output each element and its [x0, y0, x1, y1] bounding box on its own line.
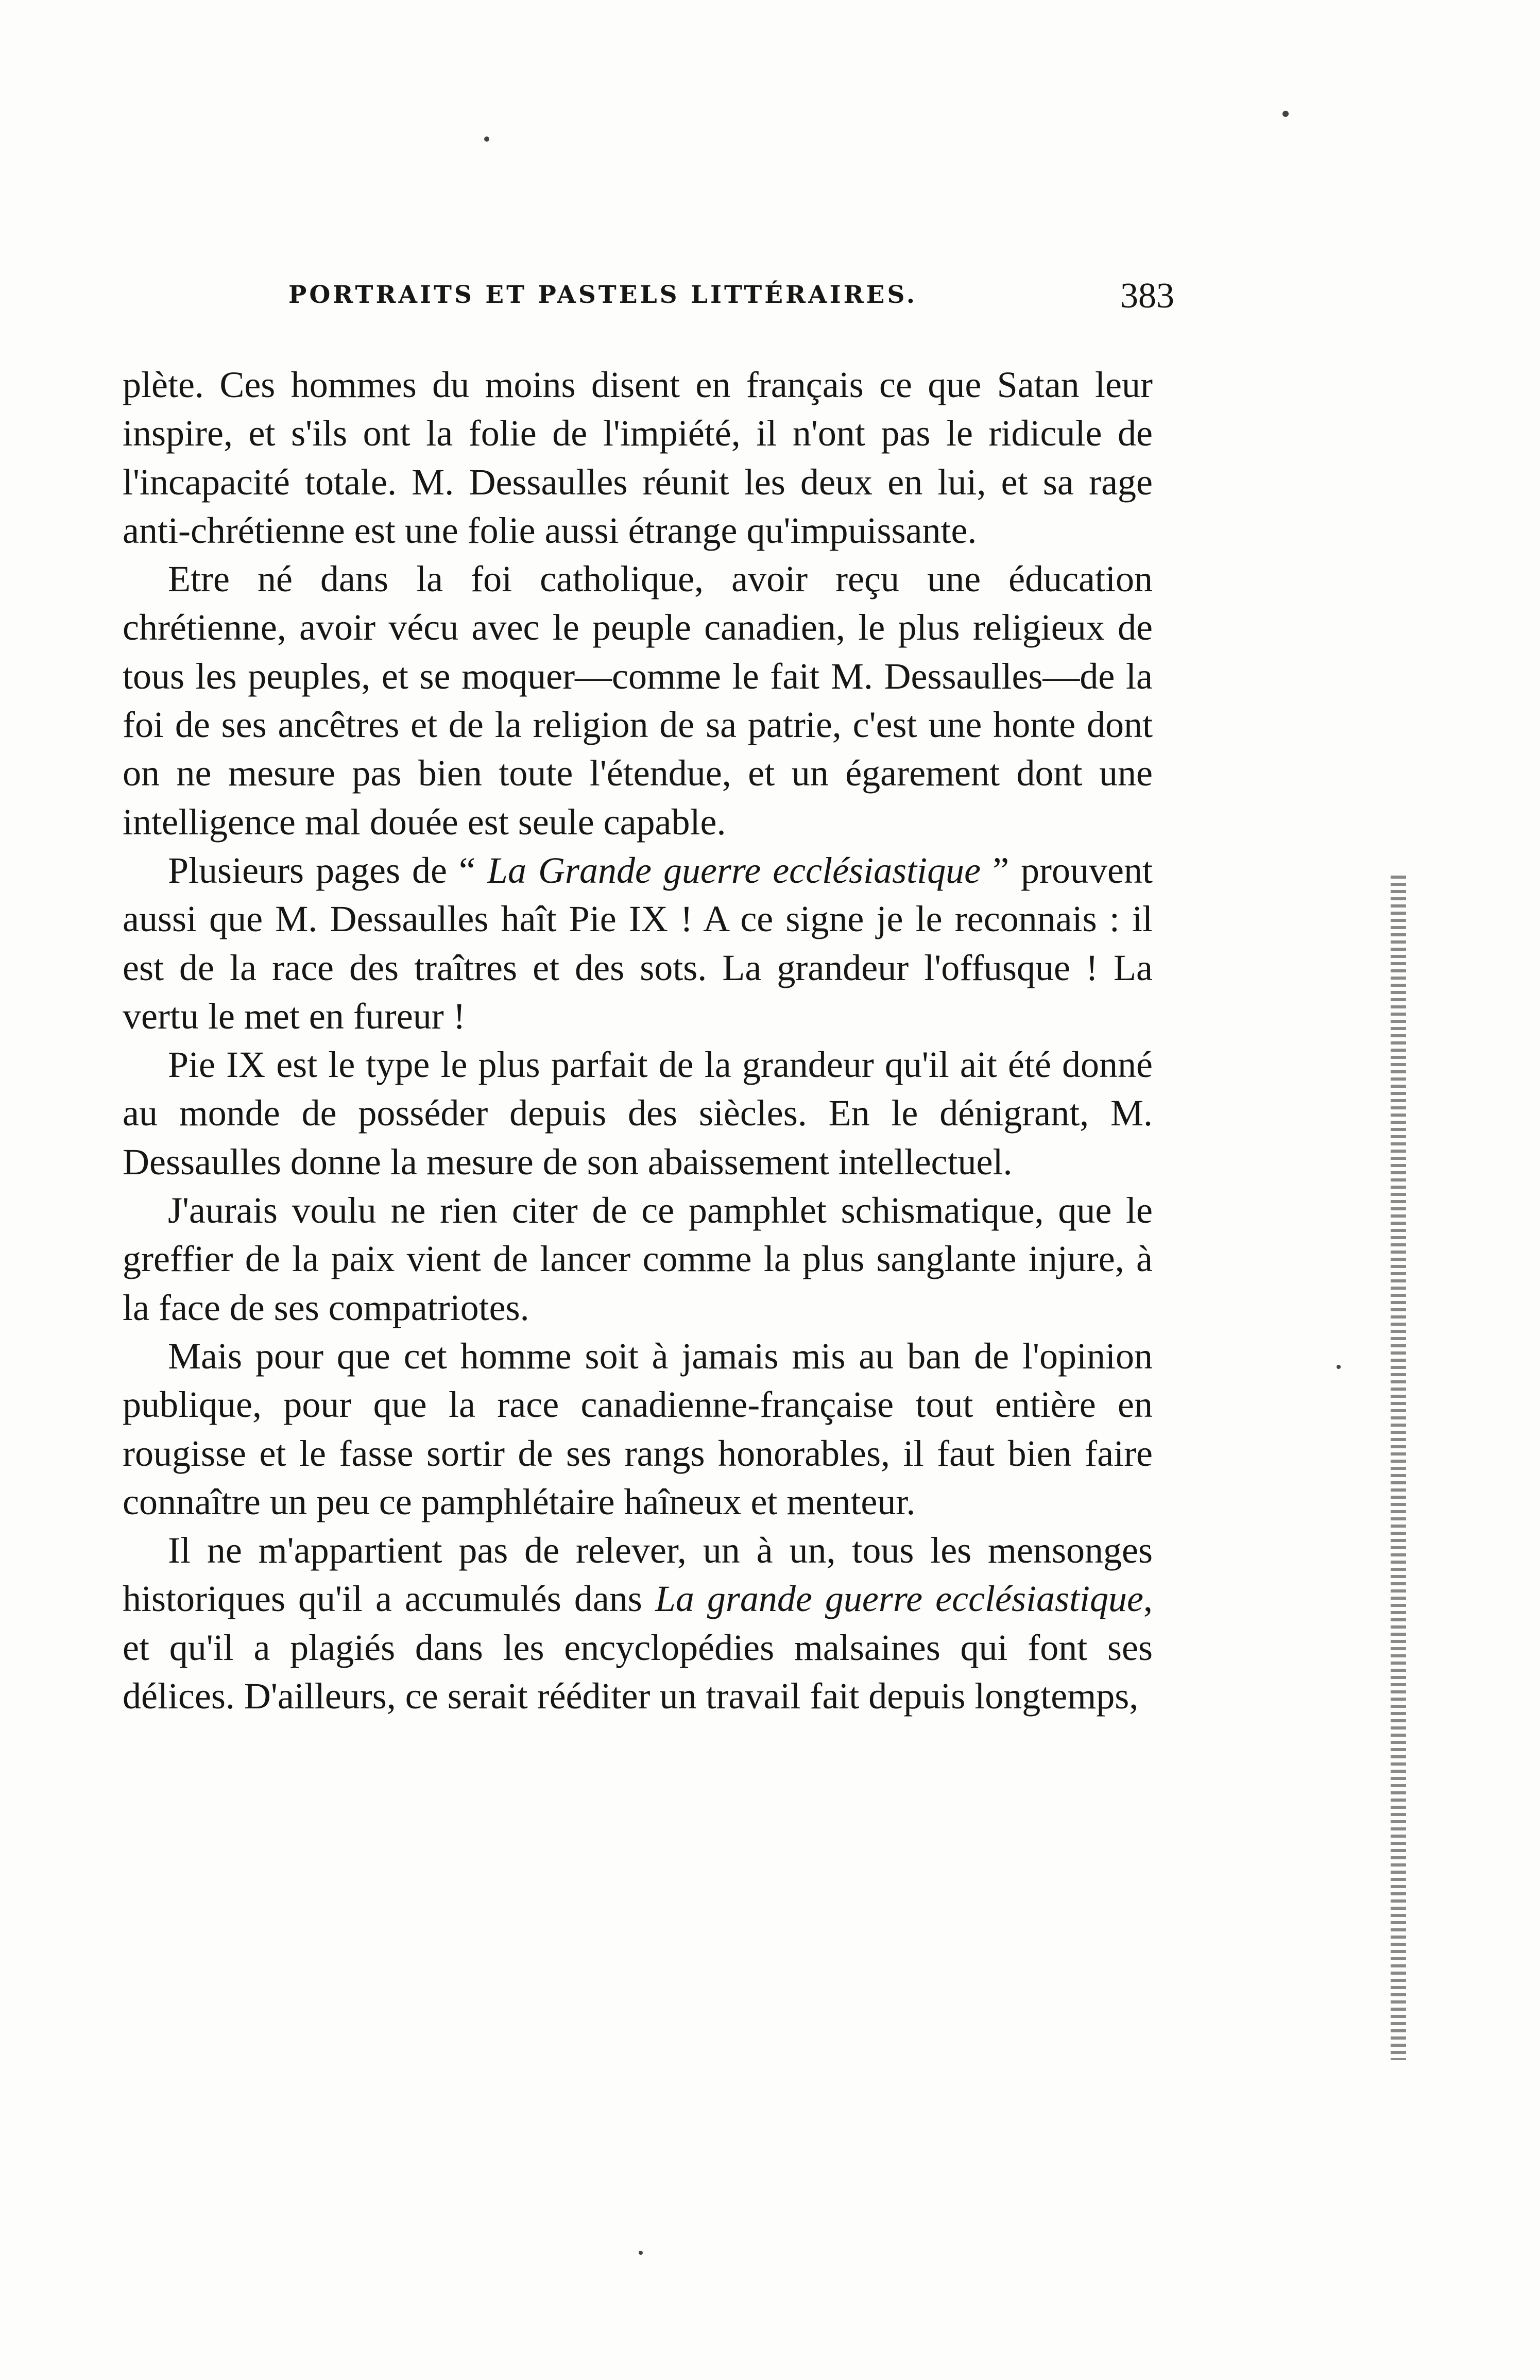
paragraph-3	[123, 846, 1153, 1040]
paragraph-text: Pie IX est le type le plus parfait de la grandeur qu'il ait été donné au monde de posséder depuis des siècles. En le dénigrant, M. Dessaulles donne la mesure de son abaissement intellectuel.	[123, 1044, 1153, 1183]
scan-speck	[484, 136, 489, 142]
paragraph-text: J'aurais voulu ne rien citer de ce pamphlet schismatique, que le greffier de la paix vient de lancer comme la plus sanglante injure, à la face de ses compatriotes.	[123, 1190, 1153, 1328]
book-title-italic: La grande guerre ecclésiastique	[655, 1578, 1143, 1620]
page-header	[288, 276, 1174, 327]
paragraph-5	[123, 1186, 1153, 1332]
paragraph-text: Mais pour que cet homme soit à jamais mis au ban de l'opinion publique, pour que la race canadienne-française tout entière en rougisse et le fasse sortir de ses rangs honorables, il faut bien faire connaître un peu ce pamphlétaire haîneux et menteur.	[123, 1335, 1153, 1522]
scan-speck	[639, 2251, 643, 2255]
page-number: 383	[1120, 276, 1174, 316]
scan-edge-noise	[1391, 876, 1406, 2060]
paragraph-1	[123, 361, 1153, 555]
paragraph-7	[123, 1526, 1153, 1720]
paragraph-text: Il ne m'appartient pas de relever, un à un, tous les mensonges historiques qu'il a accumulés dans	[123, 1530, 1153, 1620]
paragraph-text: plète. Ces hommes du moins disent en français ce que Satan leur inspire, et s'ils ont la folie de l'impiété, il n'ont pas le ridicule de l'incapacité totale. M. Dessaulles réunit les deux en lui, et sa rage anti-chrétienne est une folie aussi étrange qu'impuissante.	[123, 364, 1153, 551]
book-title-italic: La Grande guerre ecclésiastique	[487, 849, 981, 891]
paragraph-text: Etre né dans la foi catholique, avoir reçu une éducation chrétienne, avoir vécu avec le peuple canadien, le plus religieux de tous les peuples, et se moquer—comme le fait M. Dessaulles—de la foi de ses ancêtres et de la religion de sa patrie, c'est une honte dont on ne mesure pas bien toute l'étendue, et un égarement dont une intelligence mal douée est seule capable.	[123, 558, 1153, 843]
paragraph-6	[123, 1332, 1153, 1526]
paragraph-text: ” prouvent aussi que M. Dessaulles haît Pie IX ! A ce signe je le reconnais : il est de la race des traîtres et des sots. La grandeur l'offusque ! La vertu le met en fureur !	[123, 849, 1153, 1037]
scan-speck	[1337, 1365, 1341, 1369]
paragraph-4	[123, 1040, 1153, 1186]
paragraph-text: , et qu'il a plagiés dans les encyclopédies malsaines qui font ses délices. D'ailleurs, ce serait rééditer un travail fait depuis longtemps,	[123, 1578, 1153, 1717]
body-text	[123, 361, 1153, 1720]
running-title: PORTRAITS ET PASTELS LITTÉRAIRES.	[288, 281, 918, 309]
paragraph-text: Plusieurs pages de “	[168, 849, 487, 891]
paragraph-2	[123, 555, 1153, 846]
scan-speck	[1282, 111, 1289, 117]
